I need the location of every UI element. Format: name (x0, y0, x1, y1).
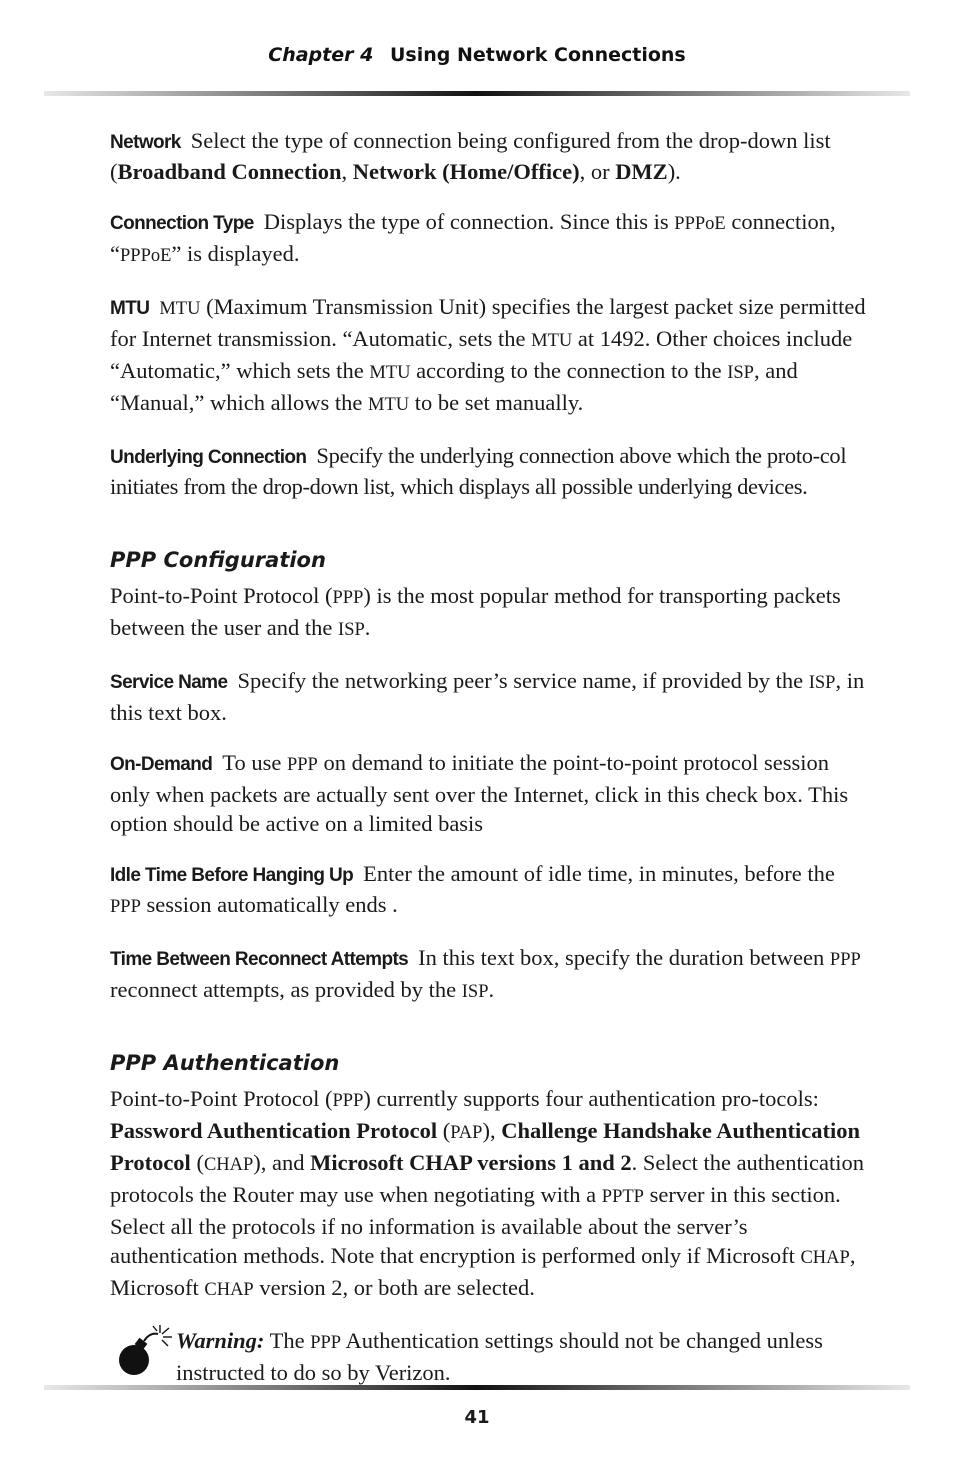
idle-time-definition: Idle Time Before Hanging Up Enter the amount of idle time, in minutes, before the PPP session automatically ends . (110, 861, 835, 917)
definition-term: On-Demand (110, 754, 213, 775)
underlying-connection-definition: Underlying Connection Specify the underlying connection above which the proto-col initiates from the drop-down list, which displays all possible underlying devices. (110, 443, 847, 499)
definition-term: Underlying Connection (110, 447, 307, 468)
definition-term: Service Name (110, 672, 228, 693)
page-number: 41 (464, 1407, 490, 1428)
header-divider (44, 91, 910, 96)
chapter-label: Chapter 4 (268, 44, 374, 66)
page-content (110, 126, 870, 1387)
warning-note (110, 1326, 870, 1387)
mtu-definition: MTU MTU (Maximum Transmission Unit) specifies the largest packet size permitted for Internet transmission. “Automatic, sets the MTU at 1492. Other choices include “Automatic,” which sets the MTU according to the connection to the ISP, and “Manual,” which allows the MTU to be set manually. (110, 294, 866, 415)
section-heading: PPP Configuration (110, 548, 326, 572)
network-definition: Network Select the type of connection being configured from the drop-down list (Broadband Connection, Network (Home/Office), or DMZ). (110, 128, 831, 184)
on-demand-definition: On-Demand To use PPP on demand to initiate the point-to-point protocol session only when packets are actually sent over the Internet, click in this check box. This option should be active on a limited basis (110, 750, 849, 836)
service-name-definition: Service Name Specify the networking peer’s service name, if provided by the ISP, in this text box. (110, 668, 865, 725)
chapter-title: Using Network Connections (389, 44, 686, 66)
definition-term: MTU (110, 298, 150, 319)
definition-term: Connection Type (110, 213, 254, 234)
footer-divider (44, 1385, 910, 1390)
page-header (0, 44, 954, 66)
warning-label: Warning: (176, 1328, 265, 1353)
bomb-icon (116, 1324, 182, 1380)
definition-term: Network (110, 132, 181, 153)
connection-type-definition: Connection Type Displays the type of connection. Since this is PPPoE connection, “PPPoE” is displayed. (110, 209, 836, 266)
warning-text: Warning: The PPP Authentication settings should not be changed unless instructed to do so by Verizon. (176, 1328, 823, 1385)
definition-term: Idle Time Before Hanging Up (110, 865, 354, 886)
definition-term: Time Between Reconnect Attempts (110, 949, 409, 970)
ppp-authentication-intro: Point-to-Point Protocol (PPP) currently supports four authentication pro-tocols: Password Authentication Protocol (PAP), Challenge Handshake Authentication Protocol (CHAP), and Microsoft CHAP versions 1 and 2. Select the authentication protocols the Router may use when negotiating with a PPTP server in this section. Select all the protocols if no information is available about the server’s authentication methods. Note that encryption is performed only if Microsoft CHAP, Microsoft CHAP version 2, or both are selected. (110, 1086, 865, 1300)
ppp-configuration-intro: Point-to-Point Protocol (PPP) is the most popular method for transporting packets between the user and the ISP. (110, 583, 841, 640)
section-heading: PPP Authentication (110, 1051, 340, 1075)
reconnect-attempts-definition: Time Between Reconnect Attempts In this text box, specify the duration between PPP reconnect attempts, as provided by the ISP. (110, 945, 861, 1002)
